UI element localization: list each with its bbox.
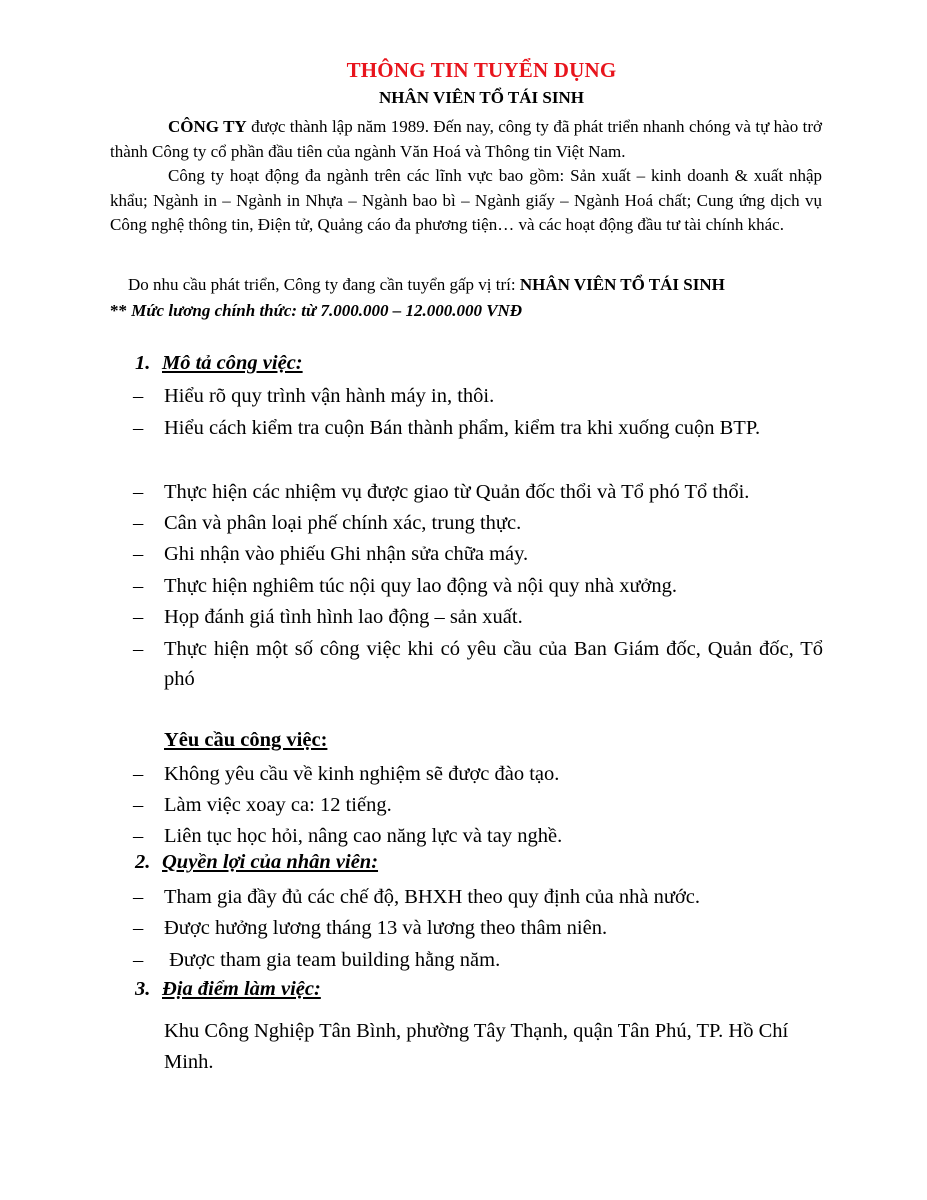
dash-bullet: – <box>133 825 144 847</box>
list-item-text: Thực hiện các nhiệm vụ được giao từ Quản đốc thổi và Tổ phó Tổ thổi. <box>164 481 750 503</box>
salary-text: Mức lương chính thức: từ 7.000.000 – 12.000.000 VNĐ <box>127 301 523 320</box>
company-intro-paragraph <box>110 115 822 164</box>
section-title: Địa điểm làm việc: <box>162 978 321 1000</box>
list-item <box>133 508 823 538</box>
dash-bullet: – <box>133 763 144 785</box>
list-item <box>133 602 823 632</box>
dash-bullet: – <box>133 417 144 439</box>
list-item <box>133 913 823 943</box>
hiring-need-text: Do nhu cầu phát triển, Công ty đang cần tuyển gấp vị trí: <box>128 275 520 294</box>
list-item <box>133 945 823 975</box>
list-item <box>133 571 823 601</box>
dash-bullet: – <box>133 481 144 503</box>
section-number: 2. <box>135 851 151 873</box>
dash-bullet: – <box>133 638 144 660</box>
dash-bullet: – <box>133 575 144 597</box>
section-title: Quyền lợi của nhân viên: <box>162 851 379 873</box>
list-item-text: Cân và phân loại phế chính xác, trung thực. <box>164 512 522 534</box>
list-item-text: Được hưởng lương tháng 13 và lương theo thâm niên. <box>164 917 608 939</box>
list-item-text: Không yêu cầu về kinh nghiệm sẽ được đào tạo. <box>164 763 560 785</box>
list-item-text: Tham gia đầy đủ các chế độ, BHXH theo quy định của nhà nước. <box>164 886 701 908</box>
document-title: THÔNG TIN TUYỂN DỤNG <box>346 58 617 82</box>
dash-bullet: – <box>133 606 144 628</box>
list-item <box>133 759 823 789</box>
list-item-text: Thực hiện một số công việc khi có yêu cầu của Ban Giám đốc, Quản đốc, Tổ phó <box>164 638 823 690</box>
company-intro-text: được thành lập năm 1989. Đến nay, công ty đã phát triển nhanh chóng và tự hào trở thành Công ty cổ phần đầu tiên của ngành Văn Hoá và Thông tin Việt Nam. <box>110 117 823 161</box>
dash-bullet: – <box>133 949 144 971</box>
salary-line <box>110 301 830 321</box>
dash-bullet: – <box>133 886 144 908</box>
list-item-text: Thực hiện nghiêm túc nội quy lao động và nội quy nhà xưởng. <box>164 575 678 597</box>
list-item <box>133 790 823 820</box>
list-item-text: Liên tục học hỏi, nâng cao năng lực và tay nghề. <box>164 825 563 847</box>
dash-bullet: – <box>133 917 144 939</box>
list-item-text: Hiểu rõ quy trình vận hành máy in, thôi. <box>164 385 495 407</box>
section-benefits-heading <box>135 851 378 874</box>
work-address: Khu Công Nghiệp Tân Bình, phường Tây Thạnh, quận Tân Phú, TP. Hồ Chí Minh. <box>164 1020 789 1073</box>
company-label: CÔNG TY <box>168 117 247 136</box>
dash-bullet: – <box>133 512 144 534</box>
list-item-text: Được tham gia team building hằng năm. <box>164 949 501 971</box>
section-number: 1. <box>135 352 151 374</box>
hiring-position: NHÂN VIÊN TỔ TÁI SINH <box>519 275 725 294</box>
list-item <box>133 477 823 507</box>
section-description-heading <box>135 352 303 375</box>
section-location-heading <box>135 978 321 1001</box>
list-item-text: Ghi nhận vào phiếu Ghi nhận sửa chữa máy. <box>164 543 529 565</box>
list-item <box>133 381 823 411</box>
list-item <box>133 821 823 851</box>
list-item <box>133 413 823 443</box>
list-item <box>133 539 823 569</box>
salary-stars: ** <box>110 301 127 320</box>
list-item-text: Hiểu cách kiểm tra cuộn Bán thành phẩm, kiểm tra khi xuống cuộn BTP. <box>164 417 761 439</box>
company-fields-paragraph: Công ty hoạt động đa ngành trên các lĩnh vực bao gồm: Sản xuất – kinh doanh & xuất nhập khẩu; Ngành in – Ngành in Nhựa – Ngành bao bì – Ngành giấy – Ngành Hoá chất; Cung ứng dịch vụ Công nghệ thông tin, Điện tử, Quảng cáo đa phương tiện… và các hoạt động đầu tư tài chính khác. <box>110 166 822 234</box>
section-title: Mô tả công việc: <box>162 352 303 374</box>
hiring-need-line <box>128 273 848 297</box>
list-item-text: Làm việc xoay ca: 12 tiếng. <box>164 794 392 816</box>
dash-bullet: – <box>133 385 144 407</box>
list-item-text: Họp đánh giá tình hình lao động – sản xuất. <box>164 606 523 628</box>
list-item <box>133 634 823 694</box>
section-number: 3. <box>135 978 151 1000</box>
section-requirements-heading: Yêu cầu công việc: <box>164 729 328 751</box>
dash-bullet: – <box>133 794 144 816</box>
list-item <box>133 882 823 912</box>
document-subtitle: NHÂN VIÊN TỔ TÁI SINH <box>378 88 584 107</box>
dash-bullet: – <box>133 543 144 565</box>
